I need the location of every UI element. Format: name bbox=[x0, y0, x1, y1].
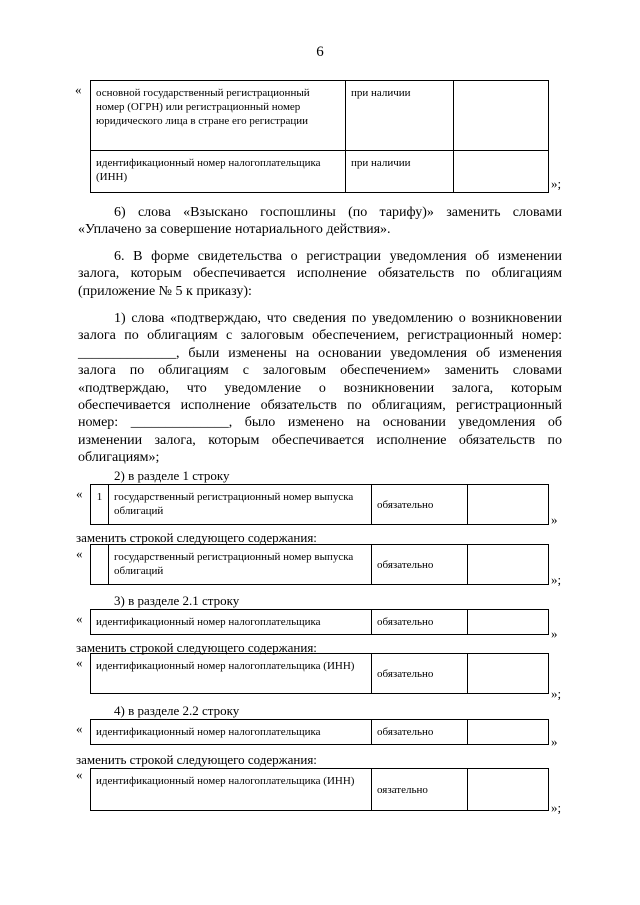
table-section-2-2-new bbox=[90, 768, 549, 811]
table-section-1-old bbox=[90, 484, 549, 525]
cell-req: обязательно bbox=[372, 720, 468, 745]
cell-name: идентификационный номер налогоплательщика bbox=[91, 610, 372, 635]
close-quote: »; bbox=[551, 572, 562, 587]
cell-empty bbox=[454, 151, 549, 193]
table-section-2-1-new bbox=[90, 653, 549, 694]
cell-empty bbox=[468, 610, 549, 635]
cell-empty bbox=[468, 769, 549, 811]
paragraph-item-6-sub: 6) слова «Взыскано госпошлины (по тарифу)» заменить словами «Уплачено за совершение нотариального действия». bbox=[78, 205, 562, 238]
close-quote: »; bbox=[551, 800, 562, 815]
paragraph-sub-1: 1) слова «подтверждаю, что сведения по уведомлению о возникновении залога по облигациям с залоговым обеспечением, регистрационный номер: ______________, были изменены на основании уведомления об изменения залога по облигациям с залоговым обеспечением» заменить словами «подтверждаю, что уведомление о возникновении залога, которым обеспечивается исполнение обязательств по облигациям, регистрационный номер: ______________, было изменено на основании уведомления об изменении залога, которым обеспечивается исполнение обязательств по облигациям»; bbox=[78, 311, 562, 466]
close-quote: » bbox=[551, 734, 558, 749]
open-quote: « bbox=[76, 611, 83, 626]
open-quote: « bbox=[76, 767, 83, 782]
table-row bbox=[91, 720, 549, 745]
table-row bbox=[91, 81, 549, 151]
close-quote: »; bbox=[551, 176, 562, 191]
table-row bbox=[91, 610, 549, 635]
cell-req: оязательно bbox=[372, 769, 468, 811]
cell-empty bbox=[468, 654, 549, 694]
cell-empty bbox=[454, 81, 549, 151]
cell-name: государственный регистрационный номер выпуска облигаций bbox=[109, 485, 372, 525]
open-quote: « bbox=[76, 721, 83, 736]
open-quote: « bbox=[76, 486, 83, 501]
table-section-2-1-old bbox=[90, 609, 549, 635]
open-quote: « bbox=[76, 546, 83, 561]
close-quote: »; bbox=[551, 686, 562, 701]
cell-inn-name: идентификационный номер налогоплательщика (ИНН) bbox=[91, 151, 346, 193]
label-replace: заменить строкой следующего содержания: bbox=[76, 752, 317, 767]
paragraph-item-6: 6. В форме свидетельства о регистрации уведомления об изменении залога, которым обеспечивается исполнение обязательств по облигациям (приложение № 5 к приказу): bbox=[78, 249, 562, 299]
label-section-2-2: 4) в разделе 2.2 строку bbox=[114, 703, 240, 718]
cell-empty bbox=[468, 485, 549, 525]
cell-number bbox=[91, 545, 109, 585]
label-replace: заменить строкой следующего содержания: bbox=[76, 530, 317, 545]
cell-req: обязательно bbox=[372, 654, 468, 694]
table-section-2-2-old bbox=[90, 719, 549, 745]
open-quote: « bbox=[75, 82, 82, 97]
cell-name: идентификационный номер налогоплательщика bbox=[91, 720, 372, 745]
table-row bbox=[91, 151, 549, 193]
cell-name: государственный регистрационный номер выпуска облигаций bbox=[109, 545, 372, 585]
close-quote: » bbox=[551, 626, 558, 641]
label-section-1: 2) в разделе 1 строку bbox=[114, 468, 230, 483]
close-quote: » bbox=[551, 512, 558, 527]
table-org-identifiers bbox=[90, 80, 549, 193]
table-row bbox=[91, 485, 549, 525]
table-row bbox=[91, 545, 549, 585]
cell-req: обязательно bbox=[372, 610, 468, 635]
label-section-2-1: 3) в разделе 2.1 строку bbox=[114, 593, 240, 608]
table-row bbox=[91, 654, 549, 694]
cell-name: идентификационный номер налогоплательщика (ИНН) bbox=[91, 654, 372, 694]
label-replace: заменить строкой следующего содержания: bbox=[76, 640, 317, 655]
cell-req: обязательно bbox=[372, 485, 468, 525]
cell-empty bbox=[468, 720, 549, 745]
table-row bbox=[91, 769, 549, 811]
table-section-1-new bbox=[90, 544, 549, 585]
cell-ogrn-name: основной государственный регистрационный номер (ОГРН) или регистрационный номер юридического лица в стране его регистрации bbox=[91, 81, 346, 151]
cell-name: идентификационный номер налогоплательщика (ИНН) bbox=[91, 769, 372, 811]
open-quote: « bbox=[76, 655, 83, 670]
cell-req: обязательно bbox=[372, 545, 468, 585]
page-number: 6 bbox=[316, 44, 324, 60]
cell-empty bbox=[468, 545, 549, 585]
cell-ogrn-req: при наличии bbox=[346, 81, 454, 151]
cell-number: 1 bbox=[91, 485, 109, 525]
cell-inn-req: при наличии bbox=[346, 151, 454, 193]
